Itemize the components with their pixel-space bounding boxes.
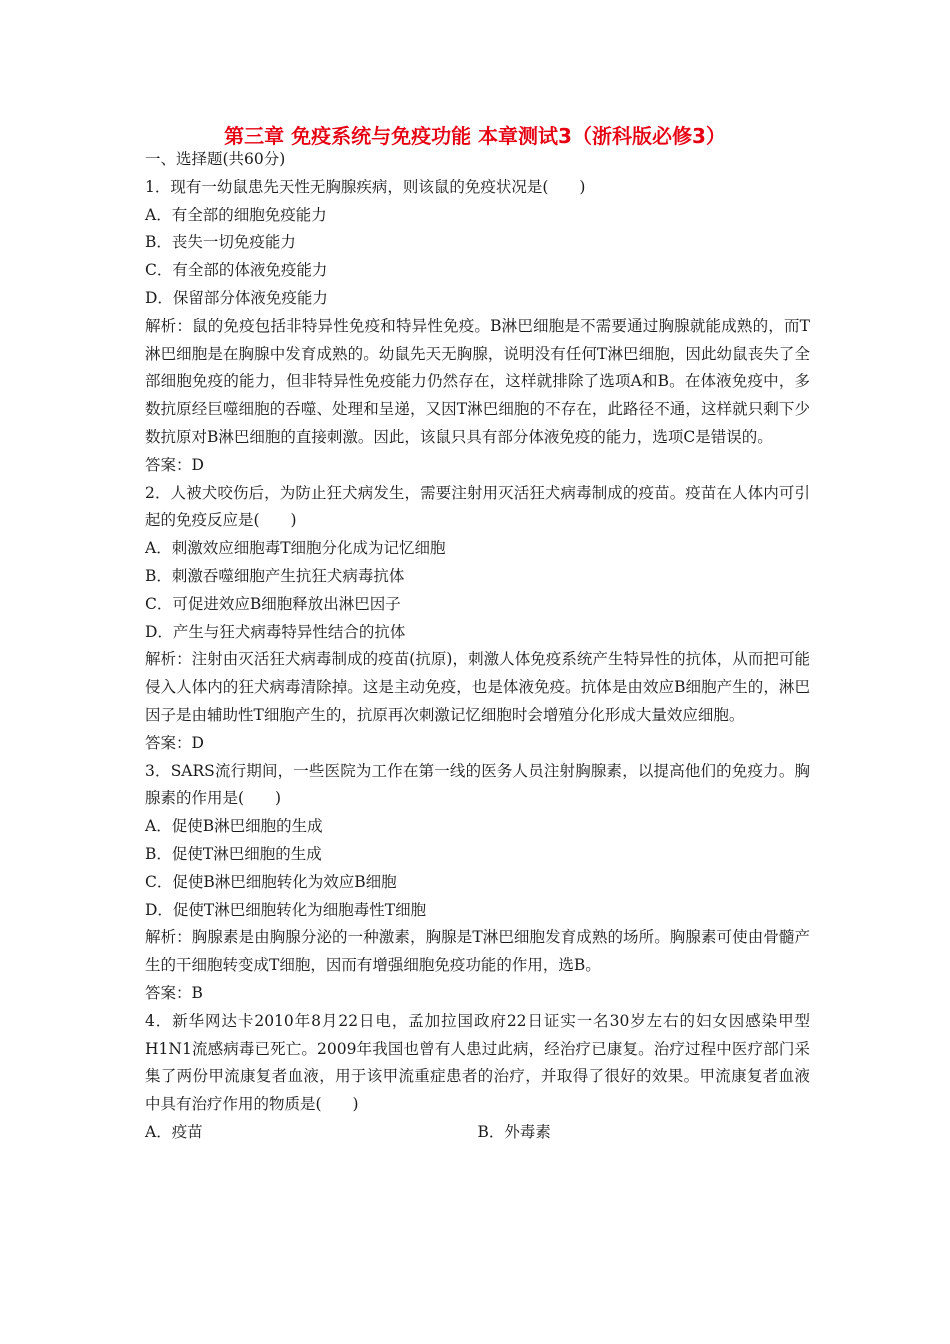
question-2-option-c: C．可促进效应B细胞释放出淋巴因子 xyxy=(145,594,401,613)
question-3-answer: 答案：B xyxy=(145,983,203,1002)
question-2-analysis: 解析：注射由灭活狂犬病毒制成的疫苗(抗原)，刺激人体免疫系统产生特异性的抗体，从而把可能侵入人体内的狂犬病毒清除掉。这是主动免疫，也是体液免疫。抗体是由效应B细胞产生的，淋巴因子是由辅助性T细胞产生的，抗原再次刺激记忆细胞时会增殖分化形成大量效应细胞。 xyxy=(145,650,810,724)
question-1-analysis: 解析：鼠的免疫包括非特异性免疫和特异性免疫。B淋巴细胞是不需要通过胸腺就能成熟的，而T淋巴细胞是在胸腺中发育成熟的。幼鼠先天无胸腺，说明没有任何T淋巴细胞，因此幼鼠丧失了全部细胞免疫的能力，但非特异性免疫能力仍然存在，这样就排除了选项A和B。在体液免疫中，多数抗原经巨噬细胞的吞噬、处理和呈递，又因T淋巴细胞的不存在，此路径不通，这样就只剩下少数抗原对B淋巴细胞的直接刺激。因此，该鼠只具有部分体液免疫的能力，选项C是错误的。 xyxy=(145,316,810,446)
question-4-option-b: B．外毒素 xyxy=(477,1122,551,1141)
question-3-analysis: 解析：胸腺素是由胸腺分泌的一种激素，胸腺是T淋巴细胞发育成熟的场所。胸腺素可使由骨髓产生的干细胞转变成T细胞，因而有增强细胞免疫功能的作用，选B。 xyxy=(145,928,810,975)
question-2-answer: 答案：D xyxy=(145,733,204,752)
question-3-stem: 3．SARS流行期间，一些医院为工作在第一线的医务人员注射胸腺素，以提高他们的免疫力。胸腺素的作用是( ) xyxy=(145,761,810,808)
document-title: 第三章 免疫系统与免疫功能 本章测试3（浙科版必修3） xyxy=(224,124,726,148)
question-2-option-d: D．产生与狂犬病毒特异性结合的抗体 xyxy=(145,622,406,641)
question-4-options-row xyxy=(145,1119,810,1147)
question-1-answer: 答案：D xyxy=(145,455,204,474)
question-1-option-d: D．保留部分体液免疫能力 xyxy=(145,288,328,307)
question-2-option-a: A．刺激效应细胞毒T细胞分化成为记忆细胞 xyxy=(145,539,446,558)
question-2-stem: 2．人被犬咬伤后，为防止狂犬病发生，需要注射用灭活狂犬病毒制成的疫苗。疫苗在人体内可引起的免疫反应是( ) xyxy=(145,483,810,530)
question-4-stem: 4．新华网达卡2010年8月22日电，孟加拉国政府22日证实一名30岁左右的妇女因感染甲型H1N1流感病毒已死亡。2009年我国也曾有人患过此病，经治疗已康复。治疗过程中医疗部门采集了两份甲流康复者血液，用于该甲流重症患者的治疗，并取得了很好的效果。甲流康复者血液中具有治疗作用的物质是( ) xyxy=(145,1011,810,1114)
document-body xyxy=(145,146,810,1147)
question-3-option-b: B．促使T淋巴细胞的生成 xyxy=(145,844,322,863)
question-3-option-c: C．促使B淋巴细胞转化为效应B细胞 xyxy=(145,872,397,891)
section-heading: 一、选择题(共60分) xyxy=(145,150,286,168)
question-4-option-a: A．疫苗 xyxy=(145,1122,203,1141)
question-1-stem: 1．现有一幼鼠患先天性无胸腺疾病，则该鼠的免疫状况是( ) xyxy=(145,177,586,196)
question-3-option-d: D．促使T淋巴细胞转化为细胞毒性T细胞 xyxy=(145,900,427,919)
question-2-option-b: B．刺激吞噬细胞产生抗狂犬病毒抗体 xyxy=(145,566,405,585)
question-1-option-a: A．有全部的细胞免疫能力 xyxy=(145,205,327,224)
question-1-option-b: B．丧失一切免疫能力 xyxy=(145,233,296,252)
question-1-option-c: C．有全部的体液免疫能力 xyxy=(145,261,328,280)
question-3-option-a: A．促使B淋巴细胞的生成 xyxy=(145,817,323,836)
